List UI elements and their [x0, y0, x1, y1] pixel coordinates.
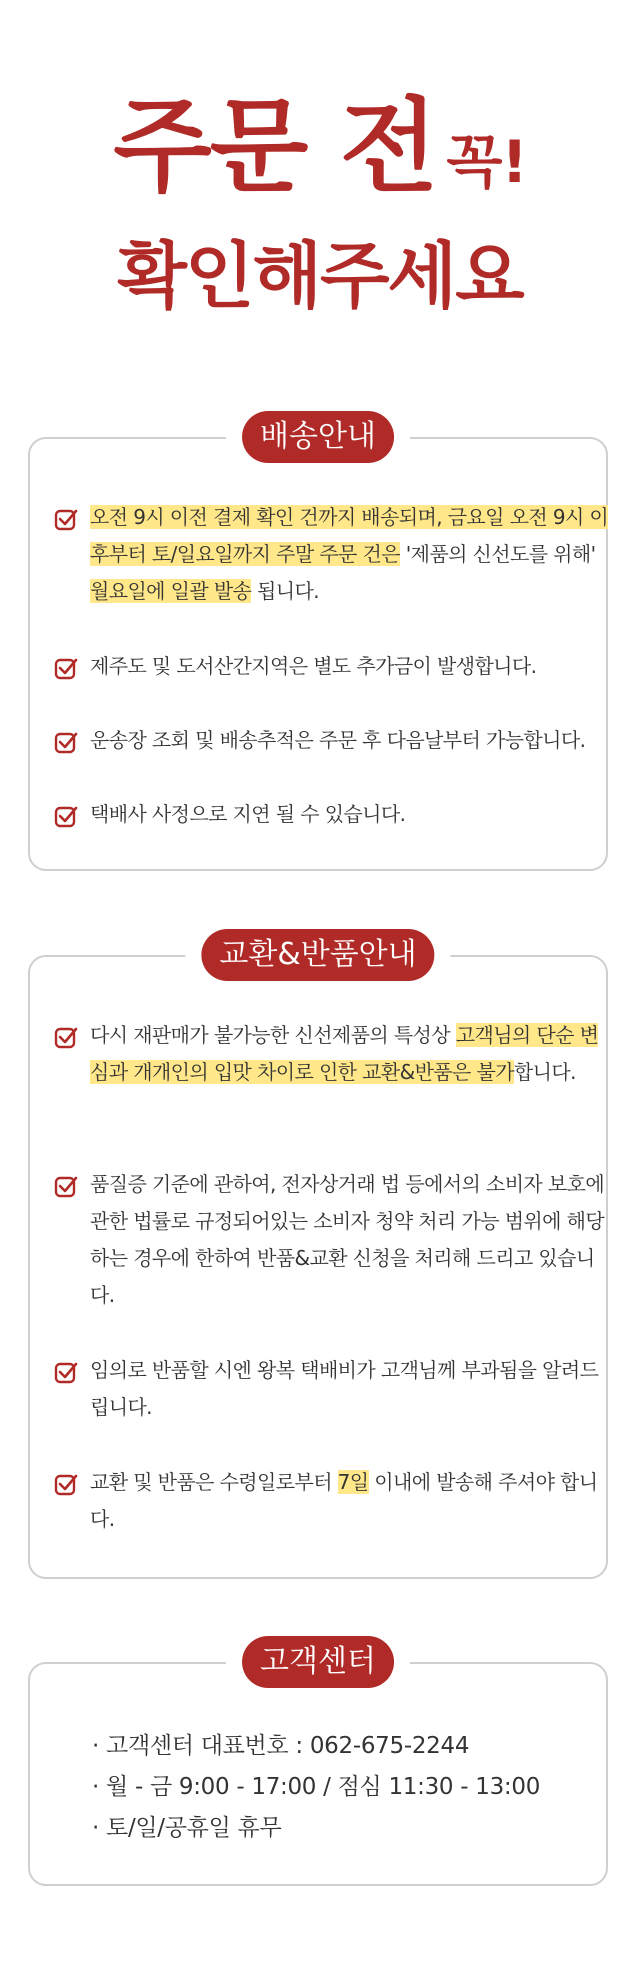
delivery-info-card	[28, 419, 609, 871]
exchange-return-card	[28, 937, 608, 1579]
item-text-segment: 이내에 발송해 주셔야 합니다.	[90, 1470, 598, 1531]
service-line-hours: · 월 - 금 9:00 - 17:00 / 점심 11:30 - 13:00	[92, 1774, 541, 1800]
page-title-line-2: 확인해주세요	[117, 234, 523, 318]
highlighted-text: 7일	[337, 1470, 369, 1494]
highlighted-text: 오전 9시 이전 결제 확인 건까지 배송되며, 금요일 오전 9시 이후부터 토/일요일까지 주말 주문 건은	[90, 505, 609, 566]
title-emphasis-text: 꼭!	[446, 128, 527, 196]
exchange-section-heading: 교환&반품안내	[201, 929, 434, 981]
service-line-holiday: · 토/일/공휴일 휴무	[92, 1815, 282, 1841]
highlighted-text: 월요일에 일괄 발송	[90, 579, 252, 603]
checkbox-check-icon	[54, 656, 78, 680]
checkbox-check-icon	[54, 507, 78, 531]
exchange-item-text	[90, 1017, 610, 1091]
item-text-segment: '제품의 신선도를 위해'	[399, 542, 596, 566]
item-text-segment: 교환 및 반품은 수령일로부터	[90, 1470, 338, 1494]
checkbox-check-icon	[54, 1025, 78, 1049]
exchange-item-text	[90, 1464, 610, 1538]
item-text-segment: 합니다.	[513, 1060, 576, 1084]
delivery-item-text: 운송장 조회 및 배송추적은 주문 후 다음날부터 가능합니다.	[90, 728, 586, 752]
exchange-item-text: 품질증 기준에 관하여, 전자상거래 법 등에서의 소비자 보호에 관한 법률로 규정되어있는 소비자 청약 처리 가능 범위에 해당하는 경우에 한하여 반품&교환 신청을 처리해 드리고 있습니다.	[90, 1172, 605, 1307]
checkbox-check-icon	[54, 804, 78, 828]
service-section-heading: 고객센터	[242, 1636, 394, 1688]
delivery-item-text	[90, 499, 610, 610]
delivery-section-heading: 배송안내	[242, 411, 394, 463]
checkbox-check-icon	[54, 1472, 78, 1496]
item-text-segment: 다시 재판매가 불가능한 신선제품의 특성상	[90, 1023, 456, 1047]
delivery-item-text: 제주도 및 도서산간지역은 별도 추가금이 발생합니다.	[90, 654, 537, 678]
item-text-segment: 됩니다.	[251, 579, 319, 603]
checkbox-check-icon	[54, 730, 78, 754]
service-line-phone: · 고객센터 대표번호 : 062-675-2244	[92, 1733, 470, 1759]
delivery-item-text: 택배사 사정으로 지연 될 수 있습니다.	[90, 802, 406, 826]
highlighted-text: 고객님의 단순 변심과 개개인의 입맛 차이로 인한 교환&반품은 불가	[90, 1023, 599, 1084]
title-main-text: 주문 전	[113, 88, 437, 207]
checkbox-check-icon	[54, 1360, 78, 1384]
exchange-item-text: 임의로 반품할 시엔 왕복 택배비가 고객님께 부과됨을 알려드립니다.	[90, 1358, 599, 1419]
checkbox-check-icon	[54, 1174, 78, 1198]
customer-service-card	[28, 1644, 608, 1886]
page-title-line-1	[0, 78, 640, 218]
